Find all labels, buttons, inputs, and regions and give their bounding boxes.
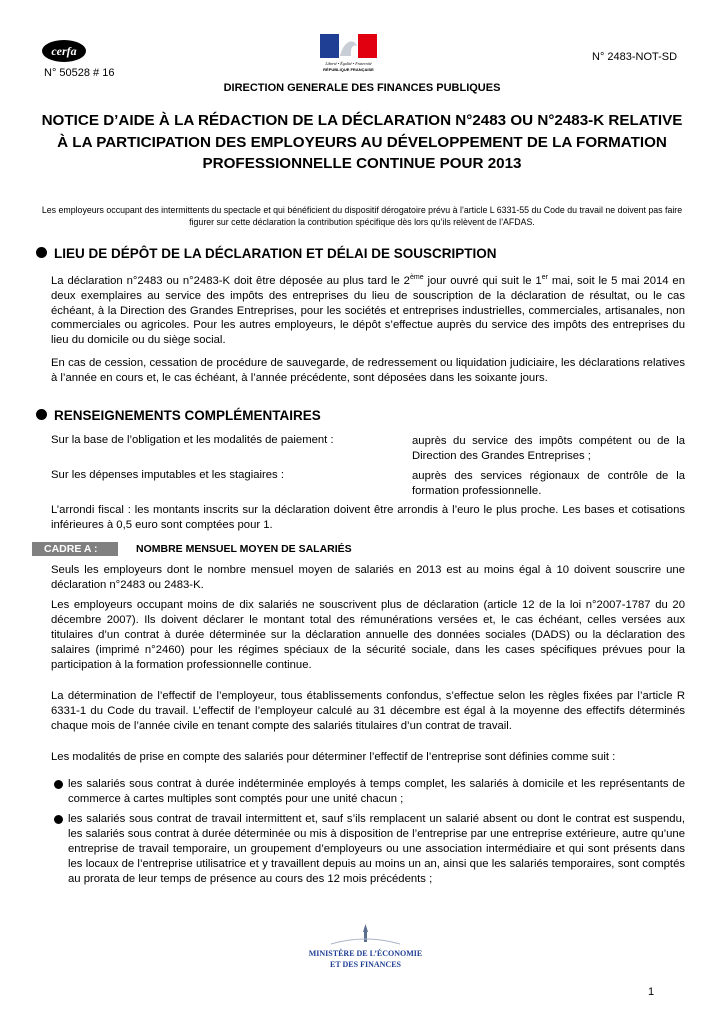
section-lieu-depot-title	[36, 246, 497, 261]
document-code: N° 2483-NOT-SD	[592, 51, 678, 63]
cadre-a-paragraph-4: Les modalités de prise en compte des salariés pour déterminer l’effectif de l’entreprise sont définies comme suit :	[51, 751, 616, 763]
cadre-a-paragraph-2: Les employeurs occupant moins de dix salariés ne souscrivent plus de déclaration (article 12 de la loi n°2007-1787 du 20 décembre 2007). Ils doivent déclarer le montant total des rémunérations versées et, le cas échéant, celles versées aux titulaires d’un contrat à durée déterminée sur la déclaration annuelle des données sociales (DADS) ou la déclaration des salaires (imprimé n°2460) pour les régimes spéciaux de la sécurité sociale, dans les cases spécifiques prévues pour la participation à la formation professionnelle continue.	[51, 599, 685, 671]
direction-header: DIRECTION GENERALE DES FINANCES PUBLIQUES	[223, 82, 501, 94]
cadre-a-title: NOMBRE MENSUEL MOYEN DE SALARIÉS	[136, 543, 352, 555]
info-value-obligation: auprès du service des impôts compétent ou de la Direction des Grandes Entreprises ;	[412, 435, 685, 462]
superscript: ème	[409, 274, 424, 281]
info-value-depenses: auprès des services régionaux de contrôle de la formation professionnelle.	[412, 470, 685, 497]
info-key-obligation: Sur la base de l’obligation et les modalités de paiement :	[51, 434, 334, 446]
ministry-logo	[291, 918, 440, 982]
page-title: NOTICE D’AIDE À LA RÉDACTION DE LA DÉCLARATION N°2483 OU N°2483-K RELATIVE À LA PARTICIPATION DES EMPLOYEURS AU DÉVELOPPEMENT DE LA FORMATION PROFESSIONNELLE CONTINUE POUR 2013	[41, 112, 683, 172]
marianne-logo	[320, 34, 377, 76]
page-number: 1	[648, 986, 655, 998]
section-lieu-depot-paragraph-1: La déclaration n°2483 ou n°2483-K doit être déposée au plus tard le 2ème jour ouvré qui suit le 1er mai, soit le 5 mai 2014 en deux exemplaires au service des impôts des entreprises du lieu de souscription de la déclaration de résultat, ou le cas échéant, à la Direction des Grandes Entreprises, pour les sociétés et entreprises industrielles, commerciales, artisanales, non commerciales ou agricoles. Pour les autres employeurs, le dépôt s’effectue auprès du service des impôts des entreprises du lieu du domicile ou du siège social.	[51, 274, 685, 347]
ministry-name-line-1: MINISTÈRE DE L’ÉCONOMIE	[308, 949, 423, 958]
bullet-icon	[36, 409, 47, 420]
bullet-icon	[54, 780, 63, 789]
bullet-icon	[54, 815, 63, 824]
marianne-republique: RÉPUBLIQUE FRANÇAISE	[323, 67, 374, 72]
list-item: les salariés sous contrat à durée indéterminée employés à temps complet, les salariés à domicile et les représentants de commerce à cartes multiples sont comptés pour une unité chacun ;	[68, 778, 685, 805]
marianne-motto: Liberté • Égalité • Fraternité	[325, 61, 372, 66]
cadre-a-paragraph-3: La détermination de l’effectif de l’employeur, tous établissements confondus, s’effectue selon les règles fixées par l’article R 6331-1 du Code du travail. L’effectif de l’employeur calculé au 31 décembre est égal à la moyenne des effectifs déterminés chaque mois de l’année civile en tenant compte des salariés titulaires d’un contrat de travail.	[51, 690, 685, 732]
intro-note: Les employeurs occupant des intermittents du spectacle et qui bénéficient du dispositif dérogatoire prévu à l’article L 6331-55 du Code du travail ne doivent pas faire figurer sur cette déclaration la contribution spécifique dès lors qu’ils relèvent de l’AFDAS.	[41, 205, 683, 227]
section-lieu-depot-paragraph-2: En cas de cession, cessation de procédure de sauvegarde, de redressement ou liquidation judiciaire, les déclarations relatives à l’année en cours et, le cas échéant, à l’année précédente, sont déposées dans les soixante jours.	[51, 357, 685, 384]
cadre-a-tag: CADRE A :	[32, 542, 118, 556]
info-key-depenses: Sur les dépenses imputables et les stagiaires :	[51, 469, 284, 481]
section-renseignements-label: RENSEIGNEMENTS COMPLÉMENTAIRES	[54, 408, 321, 423]
section-lieu-depot-label: LIEU DE DÉPÔT DE LA DÉCLARATION ET DÉLAI DE SOUSCRIPTION	[54, 246, 497, 261]
superscript: er	[541, 274, 548, 281]
ministry-name-line-2: ET DES FINANCES	[330, 960, 401, 969]
cerfa-logo: cerfa	[42, 40, 86, 62]
section-renseignements-title	[36, 408, 321, 423]
bullet-icon	[36, 247, 47, 258]
list-item: les salariés sous contrat de travail intermittent et, sauf s’ils remplacent un salarié absent ou dont le contrat est suspendu, les salariés sous contrat à durée déterminée ou mis à disposition de l’entreprise par une entreprise extérieure, autre qu’une entreprise de travail temporaire, un groupement d’employeurs ou une association intermédiaire et qui sont présents dans les locaux de l’entreprise utilisatrice et y travaillent depuis au moins un an, ainsi que les salariés temporaires, sont comptés au prorata de leur temps de présence au cours des 12 mois précédents ;	[68, 813, 685, 885]
cadre-a-paragraph-1: Seuls les employeurs dont le nombre mensuel moyen de salariés en 2013 est au moins égal à 10 doivent souscrire une déclaration n°2483 ou 2483-K.	[51, 564, 685, 591]
arrondi-fiscal-paragraph: L’arrondi fiscal : les montants inscrits sur la déclaration doivent être arrondis à l’euro le plus proche. Les bases et cotisations inférieures à 0,5 euro sont comptées pour 1.	[51, 504, 685, 531]
form-number: N° 50528 # 16	[44, 67, 115, 79]
